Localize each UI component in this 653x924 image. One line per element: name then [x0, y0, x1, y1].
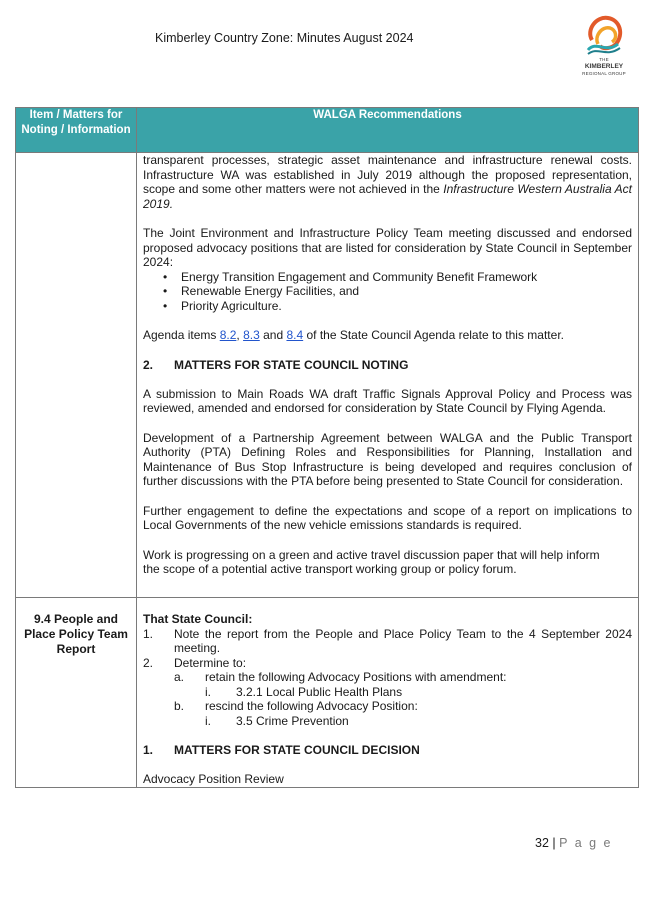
item-cell-empty: [16, 153, 137, 598]
section-title: MATTERS FOR STATE COUNCIL DECISION: [174, 743, 420, 757]
page-number: 32: [535, 836, 549, 850]
section-heading-decision: [143, 743, 632, 757]
resolution-lead: That State Council:: [143, 612, 253, 626]
item-text: retain the following Advocacy Positions with amendment:: [205, 670, 507, 684]
item-text: 3.5 Crime Prevention: [236, 713, 349, 728]
table-row: [16, 598, 639, 788]
act-title: Infrastructure Western Australia Act 2019.: [143, 182, 632, 211]
table-header-row: [16, 108, 639, 153]
logo-line2: KIMBERLEY: [584, 63, 624, 70]
para-line: Work is progressing on a green and active travel discussion paper that will help inform: [143, 547, 600, 562]
paragraph-advocacy-review: Advocacy Position Review: [143, 772, 284, 786]
list-item: • Priority Agriculture.: [181, 299, 632, 314]
section-heading-noting: [143, 358, 632, 372]
item-roman: i.: [205, 684, 211, 699]
item-letter: b.: [174, 699, 185, 713]
para-text: transparent processes, strategic asset maintenance and infrastructure renewal costs. Infrastructure WA was established in July 2019 although the proposed representation, scope and some other matters were not achieved in the: [143, 153, 632, 196]
resolution-subitem: [143, 670, 632, 685]
para-text: ,: [236, 328, 244, 342]
page-sep: |: [548, 836, 560, 850]
logo-line1: THE: [599, 57, 609, 62]
logo-line3: REGIONAL GROUP: [582, 71, 626, 76]
table-row: [16, 153, 639, 598]
para-text: of the State Council Agenda relate to this matter.: [303, 328, 564, 342]
resolution-subsubitem: [143, 714, 632, 729]
paragraph-infrastructure: [143, 153, 632, 211]
paragraph-active-travel: [143, 548, 632, 577]
item-letter: a.: [174, 670, 185, 684]
resolution-item: [143, 627, 632, 656]
page-word: P a g e: [559, 836, 613, 850]
item-text: rescind the following Advocacy Position:: [205, 699, 418, 713]
resolution-subitem: [143, 699, 632, 714]
para-line: the scope of a potential active transport working group or policy forum.: [143, 562, 517, 576]
item-text: 3.2.1 Local Public Health Plans: [236, 684, 403, 699]
resolution-subsubitem: [143, 685, 632, 700]
section-number: 2.: [143, 357, 154, 372]
paragraph-emissions: Further engagement to define the expectations and scope of a report on implications to Local Governments of the new vehicle emissions standards is required.: [143, 503, 632, 532]
advocacy-list: [143, 270, 632, 314]
paragraph-partnership: Development of a Partnership Agreement between WALGA and the Public Transport Authority (PTA) Defining Roles and Responsibilities for Planning, Installation and Maintenance of Bus Stop Infrastructure is being developed and requires conclusion of further discussions with the PTA before being presented to State Council for consideration.: [143, 430, 632, 488]
agenda-link-8-2[interactable]: 8.2: [219, 328, 237, 342]
section-title: MATTERS FOR STATE COUNCIL NOTING: [174, 357, 409, 372]
item-roman: i.: [205, 713, 211, 728]
minutes-table: [15, 107, 639, 788]
col-header-recommendations: WALGA Recommendations: [137, 108, 639, 153]
item-number: 1.: [143, 626, 154, 641]
recommendation-cell: [137, 598, 639, 788]
paragraph-policy-team: The Joint Environment and Infrastructure Policy Team meeting discussed and endorsed proposed advocacy positions that are listed for consideration by State Council in September 2024:: [143, 226, 632, 269]
item-cell-people-place: 9.4 People and Place Policy Team Report: [16, 598, 137, 788]
agenda-link-8-4[interactable]: 8.4: [286, 328, 304, 342]
paragraph-traffic-signals: A submission to Main Roads WA draft Traffic Signals Approval Policy and Process was reviewed, amended and endorsed for consideration by State Council by Flying Agenda.: [143, 386, 632, 415]
list-item: • Energy Transition Engagement and Community Benefit Framework: [181, 270, 632, 285]
item-text: Determine to:: [174, 655, 247, 670]
resolution-item: [143, 656, 632, 671]
para-text: and: [259, 328, 287, 342]
list-item: • Renewable Energy Facilities, and: [181, 284, 632, 299]
page-footer: [535, 836, 613, 850]
paragraph-agenda-items: [143, 328, 632, 343]
agenda-link-8-3[interactable]: 8.3: [243, 328, 260, 342]
section-number: 1.: [143, 743, 154, 757]
para-text: Agenda items: [143, 328, 220, 342]
page-header-title: Kimberley Country Zone: Minutes August 2024: [155, 31, 414, 45]
recommendation-cell: [137, 153, 639, 598]
logo-caption: [571, 56, 637, 77]
col-header-item: Item / Matters for Noting / Information: [16, 108, 137, 153]
item-text: Note the report from the People and Place Policy Team to the 4 September 2024 meeting.: [174, 626, 632, 655]
item-number: 2.: [143, 655, 154, 670]
